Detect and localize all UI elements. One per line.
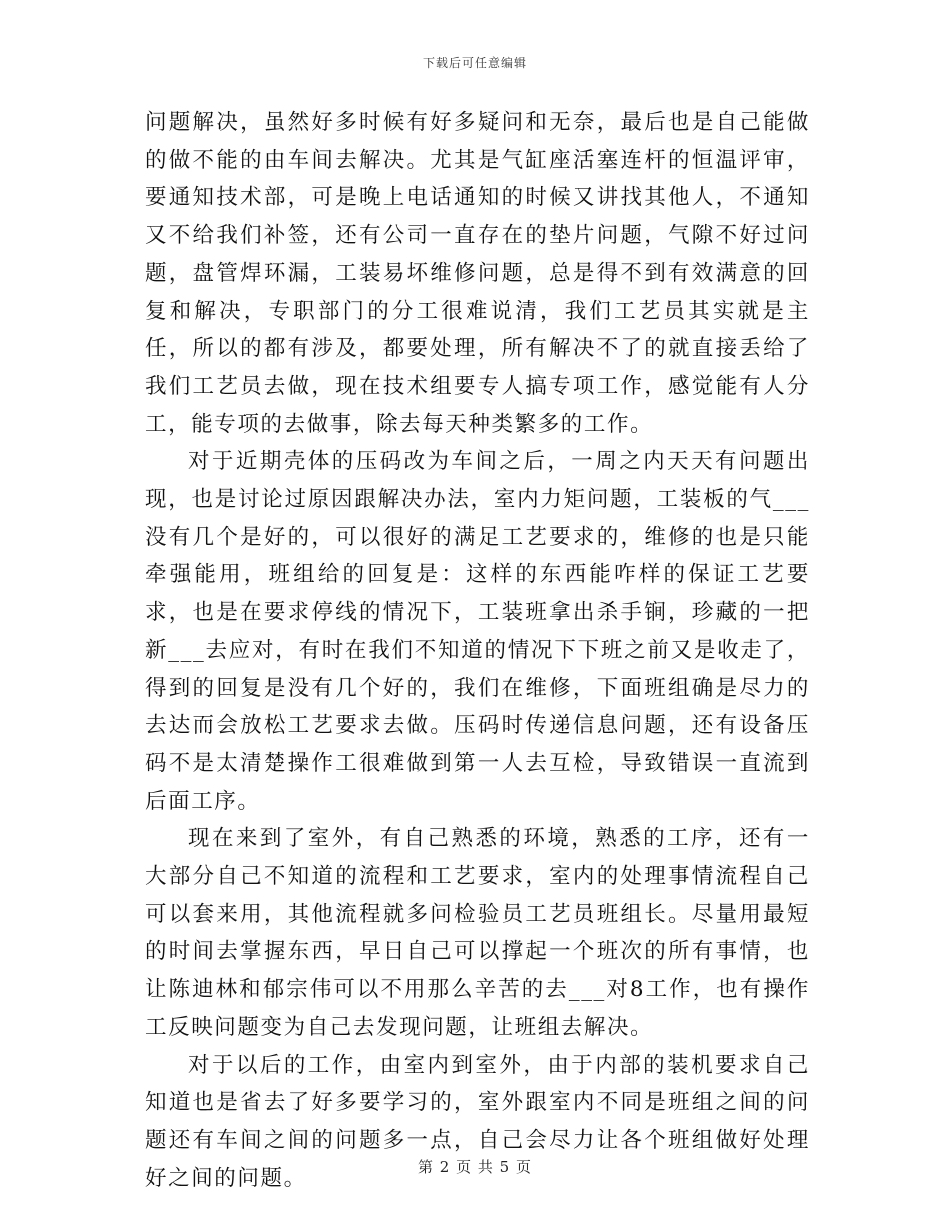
- paragraph-1: 问题解决，虽然好多时候有好多疑问和无奈，最后也是自己能做的做不能的由车间去解决。尤其是气缸座活塞连杆的恒温评审，要通知技术部，可是晚上电话通知的时候又讲找其他人，不通知又不给我们补签，还有公司一直存在的垫片问题，气隙不好过问题，盘管焊环漏，工装易坏维修问题，总是得不到有效满意的回复和解决，专职部门的分工很难说清，我们工艺员其实就是主任，所以的都有涉及，都要处理，所有解决不了的就直接丢给了我们工艺员去做，现在技术组要专人搞专项工作，感觉能有人分工，能专项的去做事，除去每天种类繁多的工作。: [145, 110, 810, 437]
- paragraph-3: 现在来到了室外，有自己熟悉的环境，熟悉的工序，还有一大部分自己不知道的流程和工艺要求，室内的处理事情流程自己可以套来用，其他流程就多问检验员工艺员班组长。尽量用最短的时间去掌握东西，早日自己可以撑起一个班次的所有事情，也让陈迪林和郁宗伟可以不用那么辛苦的去___对8工作，也有操作工反映问题变为自己去发现问题，让班组去解决。: [145, 826, 810, 1040]
- paragraph-2: 对于近期壳体的压码改为车间之后，一周之内天天有问题出现，也是讨论过原因跟解决办法，室内力矩问题，工装板的气___没有几个是好的，可以很好的满足工艺要求的，维修的也是只能牵强能用，班组给的回复是：这样的东西能咋样的保证工艺要求，也是在要求停线的情况下，工装班拿出杀手锏，珍藏的一把新___去应对，有时在我们不知道的情况下下班之前又是收走了，得到的回复是没有几个好的，我们在维修，下面班组确是尽力的去达而会放松工艺要求去做。压码时传递信息问题，还有设备压码不是太清楚操作工很难做到第一人去互检，导致错误一直流到后面工序。: [145, 449, 810, 814]
- page-header: 下载后可任意编辑: [422, 56, 527, 70]
- document-body: [145, 104, 810, 1197]
- paragraph-4: 对于以后的工作，由室内到室外，由于内部的装机要求自己知道也是省去了好多要学习的，室外跟室内不同是班组之间的问题还有车间之间的问题多一点，自己会尽力让各个班组做好处理好之间的问题。: [145, 1052, 810, 1191]
- page-footer: 第 2 页 共 5 页: [418, 1158, 532, 1176]
